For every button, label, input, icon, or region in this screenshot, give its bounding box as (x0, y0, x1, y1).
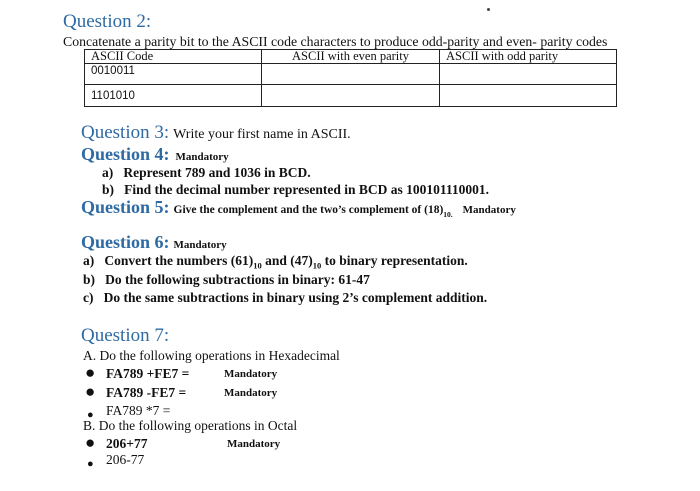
table-header: ASCII with odd parity (440, 50, 617, 64)
list-item (85, 383, 95, 402)
question-6-item-c (83, 290, 487, 306)
item-marker: c) (83, 290, 94, 305)
table-cell (440, 85, 617, 107)
item-marker: a) (102, 165, 114, 180)
question-6 (81, 232, 227, 253)
item-text: to binary representation. (321, 253, 468, 268)
stray-dot (487, 8, 490, 11)
question-4-item-a (102, 165, 311, 181)
item-marker: b) (83, 272, 96, 287)
list-item (87, 454, 94, 472)
table-cell (262, 85, 440, 107)
table-cell (440, 64, 617, 85)
hex-item-2: FA789 -FE7 = (106, 385, 187, 400)
mandatory-tag: Mandatory (224, 368, 278, 380)
bullet-icon: ● (85, 382, 96, 401)
mandatory-tag: Mandatory (227, 438, 281, 450)
question-5-title: Question 5: (81, 197, 170, 217)
table-header-row (85, 50, 617, 64)
list-item (85, 434, 95, 453)
question-4-item-b (102, 182, 489, 198)
bullet-icon: ● (87, 458, 94, 470)
item-text: Find the decimal number represented in BCD as 100101110001. (124, 182, 490, 197)
question-7-part-a: A. Do the following operations in Hexadecimal (83, 348, 340, 363)
item-text: Do the following subtractions in binary: 61-47 (105, 272, 370, 287)
question-4 (81, 144, 229, 165)
question-6-title: Question 6: (81, 232, 170, 252)
question-7-title: Question 7: (81, 325, 170, 346)
item-text: Represent 789 and 1036 in BCD. (123, 165, 311, 180)
subscript: 10 (312, 260, 322, 271)
question-6-item-b (83, 272, 370, 288)
hex-item-1: FA789 +FE7 = (106, 366, 190, 381)
question-5-subscript: 10. (443, 210, 453, 220)
ascii-parity-table (84, 49, 617, 107)
table-header: ASCII with even parity (262, 50, 440, 64)
mandatory-tag: Mandatory (224, 387, 278, 399)
question-2-title: Question 2: (63, 11, 152, 32)
item-text: and (47) (261, 253, 313, 268)
bullet-icon: ● (87, 409, 94, 421)
table-cell: 0010011 (85, 64, 262, 85)
item-marker: b) (102, 182, 115, 197)
item-text: Do the same subtractions in binary using 2’s complement addition. (103, 290, 488, 305)
item-text: Convert the numbers (61) (104, 253, 254, 268)
octal-item-2: 206-77 (106, 452, 145, 467)
table-cell (262, 64, 440, 85)
question-3-title: Question 3: (81, 122, 170, 143)
table-row (85, 85, 617, 107)
mandatory-tag: Mandatory (175, 151, 229, 163)
question-3-text: Write your first name in ASCII. (173, 127, 351, 142)
table-header: ASCII Code (85, 50, 262, 64)
hex-item-3: FA789 *7 = (106, 403, 171, 418)
bullet-icon: ● (85, 433, 96, 452)
table-cell: 1101010 (85, 85, 262, 107)
subscript: 10 (253, 260, 262, 271)
table-row (85, 64, 617, 85)
question-5 (81, 197, 516, 219)
mandatory-tag: Mandatory (462, 204, 516, 216)
question-7-part-b: B. Do the following operations in Octal (83, 418, 298, 433)
question-2-instruction: Concatenate a parity bit to the ASCII code characters to produce odd-parity and even- parity codes (63, 34, 608, 49)
question-5-text: Give the complement and the two’s complement of (18) (173, 204, 444, 216)
octal-item-1: 206+77 (106, 436, 148, 451)
mandatory-tag: Mandatory (173, 239, 227, 251)
question-6-item-a (83, 253, 468, 271)
bullet-icon: ● (85, 363, 96, 382)
question-4-title: Question 4: (81, 144, 170, 164)
list-item (85, 364, 95, 383)
item-marker: a) (83, 253, 95, 268)
question-3 (81, 122, 351, 144)
